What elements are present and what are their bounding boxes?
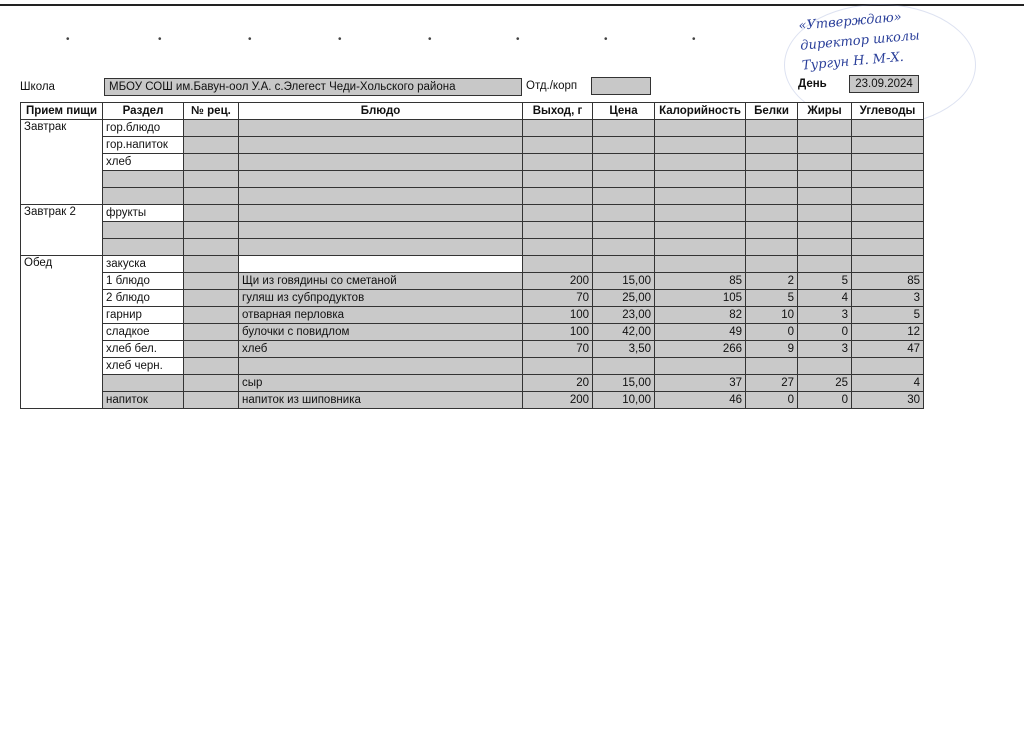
signature-line: Тургун Н. М-Х. xyxy=(801,49,905,74)
price-cell: 23,00 xyxy=(593,307,655,324)
dish-cell: отварная перловка xyxy=(239,307,523,324)
yield-cell: 20 xyxy=(523,375,593,392)
table-row xyxy=(21,154,924,171)
section-cell: хлеб бел. xyxy=(103,341,184,358)
fat-cell: 0 xyxy=(798,392,852,409)
yield-cell xyxy=(523,239,593,256)
yield-cell xyxy=(523,358,593,375)
dish-cell: булочки с повидлом xyxy=(239,324,523,341)
dish-cell: напиток из шиповника xyxy=(239,392,523,409)
protein-cell xyxy=(746,222,798,239)
yield-cell: 100 xyxy=(523,324,593,341)
protein-cell: 9 xyxy=(746,341,798,358)
yield-cell xyxy=(523,222,593,239)
price-cell xyxy=(593,188,655,205)
yield-cell xyxy=(523,154,593,171)
meal-cell: Завтрак 2 xyxy=(21,205,103,256)
section-cell xyxy=(103,239,184,256)
section-cell: напиток xyxy=(103,392,184,409)
calories-cell: 37 xyxy=(655,375,746,392)
carbs-cell: 5 xyxy=(852,307,924,324)
protein-cell xyxy=(746,154,798,171)
table-row xyxy=(21,171,924,188)
col-header-dish: Блюдо xyxy=(239,103,523,120)
protein-cell xyxy=(746,171,798,188)
price-cell xyxy=(593,205,655,222)
recipe-cell xyxy=(184,324,239,341)
protein-cell xyxy=(746,188,798,205)
scan-mark: • xyxy=(604,34,608,45)
price-cell xyxy=(593,256,655,273)
scan-mark: • xyxy=(66,34,70,45)
calories-cell: 46 xyxy=(655,392,746,409)
protein-cell xyxy=(746,358,798,375)
section-cell: гарнир xyxy=(103,307,184,324)
protein-cell xyxy=(746,205,798,222)
table-row xyxy=(21,307,924,324)
price-cell: 10,00 xyxy=(593,392,655,409)
price-cell: 15,00 xyxy=(593,273,655,290)
carbs-cell: 47 xyxy=(852,341,924,358)
price-cell xyxy=(593,137,655,154)
section-cell xyxy=(103,188,184,205)
fat-cell xyxy=(798,358,852,375)
price-cell: 42,00 xyxy=(593,324,655,341)
dish-cell: гуляш из субпродуктов xyxy=(239,290,523,307)
carbs-cell: 85 xyxy=(852,273,924,290)
yield-cell: 200 xyxy=(523,392,593,409)
recipe-cell xyxy=(184,375,239,392)
section-cell: сладкое xyxy=(103,324,184,341)
recipe-cell xyxy=(184,341,239,358)
price-cell xyxy=(593,154,655,171)
calories-cell xyxy=(655,188,746,205)
dish-cell xyxy=(239,154,523,171)
carbs-cell xyxy=(852,205,924,222)
protein-cell: 27 xyxy=(746,375,798,392)
recipe-cell xyxy=(184,358,239,375)
section-cell: гор.блюдо xyxy=(103,120,184,137)
table-row xyxy=(21,358,924,375)
table-row xyxy=(21,120,924,137)
school-label: Школа xyxy=(20,81,55,93)
table-row xyxy=(21,239,924,256)
table-row xyxy=(21,205,924,222)
recipe-cell xyxy=(184,273,239,290)
calories-cell: 49 xyxy=(655,324,746,341)
carbs-cell xyxy=(852,358,924,375)
section-cell xyxy=(103,222,184,239)
fat-cell xyxy=(798,154,852,171)
signature-line: «Утверждаю» xyxy=(797,9,903,34)
section-cell: фрукты xyxy=(103,205,184,222)
protein-cell xyxy=(746,239,798,256)
dish-cell xyxy=(239,358,523,375)
recipe-cell xyxy=(184,307,239,324)
dish-cell xyxy=(239,137,523,154)
recipe-cell xyxy=(184,171,239,188)
scan-marks xyxy=(0,34,780,48)
school-name-field: МБОУ СОШ им.Бавун-оол У.А. с.Элегест Чеди-Хольского района xyxy=(104,78,522,96)
calories-cell xyxy=(655,120,746,137)
calories-cell: 85 xyxy=(655,273,746,290)
section-cell: 2 блюдо xyxy=(103,290,184,307)
calories-cell: 105 xyxy=(655,290,746,307)
fat-cell xyxy=(798,239,852,256)
table-header-row xyxy=(21,103,924,120)
calories-cell xyxy=(655,239,746,256)
yield-cell xyxy=(523,120,593,137)
yield-cell xyxy=(523,137,593,154)
price-cell: 25,00 xyxy=(593,290,655,307)
col-header-section: Раздел xyxy=(103,103,184,120)
col-header-fat: Жиры xyxy=(798,103,852,120)
fat-cell xyxy=(798,256,852,273)
dish-cell xyxy=(239,188,523,205)
recipe-cell xyxy=(184,154,239,171)
dish-cell xyxy=(239,256,523,273)
recipe-cell xyxy=(184,137,239,154)
fat-cell xyxy=(798,120,852,137)
recipe-cell xyxy=(184,256,239,273)
section-cell: хлеб xyxy=(103,154,184,171)
carbs-cell: 12 xyxy=(852,324,924,341)
table-row xyxy=(21,324,924,341)
dish-cell xyxy=(239,205,523,222)
price-cell xyxy=(593,120,655,137)
carbs-cell xyxy=(852,137,924,154)
carbs-cell xyxy=(852,188,924,205)
protein-cell xyxy=(746,256,798,273)
scan-mark: • xyxy=(248,34,252,45)
calories-cell xyxy=(655,358,746,375)
dish-cell xyxy=(239,120,523,137)
price-cell xyxy=(593,358,655,375)
yield-cell: 200 xyxy=(523,273,593,290)
yield-cell: 100 xyxy=(523,307,593,324)
fat-cell: 3 xyxy=(798,341,852,358)
recipe-cell xyxy=(184,239,239,256)
scan-mark: • xyxy=(158,34,162,45)
dish-cell xyxy=(239,171,523,188)
calories-cell xyxy=(655,171,746,188)
price-cell: 3,50 xyxy=(593,341,655,358)
yield-cell: 70 xyxy=(523,341,593,358)
recipe-cell xyxy=(184,205,239,222)
protein-cell xyxy=(746,137,798,154)
col-header-carbs: Углеводы xyxy=(852,103,924,120)
calories-cell xyxy=(655,222,746,239)
table-row xyxy=(21,188,924,205)
section-cell xyxy=(103,171,184,188)
fat-cell: 4 xyxy=(798,290,852,307)
fat-cell: 5 xyxy=(798,273,852,290)
yield-cell xyxy=(523,256,593,273)
meal-cell: Обед xyxy=(21,256,103,409)
protein-cell: 0 xyxy=(746,324,798,341)
price-cell xyxy=(593,222,655,239)
fat-cell xyxy=(798,222,852,239)
protein-cell: 10 xyxy=(746,307,798,324)
yield-cell xyxy=(523,205,593,222)
scan-mark: • xyxy=(338,34,342,45)
price-cell: 15,00 xyxy=(593,375,655,392)
table-row xyxy=(21,222,924,239)
table-row xyxy=(21,392,924,409)
meal-cell: Завтрак xyxy=(21,120,103,205)
calories-cell xyxy=(655,137,746,154)
carbs-cell: 3 xyxy=(852,290,924,307)
date-field: 23.09.2024 xyxy=(849,75,919,93)
dish-cell xyxy=(239,239,523,256)
dish-cell: Щи из говядины со сметаной xyxy=(239,273,523,290)
calories-cell: 266 xyxy=(655,341,746,358)
scan-mark: • xyxy=(516,34,520,45)
carbs-cell: 30 xyxy=(852,392,924,409)
carbs-cell xyxy=(852,154,924,171)
protein-cell: 2 xyxy=(746,273,798,290)
signature-line: директор школы xyxy=(799,28,921,54)
price-cell xyxy=(593,239,655,256)
dept-field xyxy=(591,77,651,95)
table-row xyxy=(21,256,924,273)
section-cell: 1 блюдо xyxy=(103,273,184,290)
fat-cell xyxy=(798,188,852,205)
recipe-cell xyxy=(184,290,239,307)
recipe-cell xyxy=(184,120,239,137)
calories-cell xyxy=(655,205,746,222)
carbs-cell xyxy=(852,239,924,256)
fat-cell xyxy=(798,137,852,154)
recipe-cell xyxy=(184,222,239,239)
recipe-cell xyxy=(184,188,239,205)
protein-cell xyxy=(746,120,798,137)
calories-cell xyxy=(655,256,746,273)
table-row xyxy=(21,137,924,154)
carbs-cell xyxy=(852,222,924,239)
fat-cell xyxy=(798,205,852,222)
carbs-cell xyxy=(852,171,924,188)
col-header-recipe-no: № рец. xyxy=(184,103,239,120)
scan-mark: • xyxy=(428,34,432,45)
scan-mark: • xyxy=(692,34,696,45)
table-row xyxy=(21,375,924,392)
col-header-protein: Белки xyxy=(746,103,798,120)
yield-cell: 70 xyxy=(523,290,593,307)
fat-cell: 0 xyxy=(798,324,852,341)
calories-cell xyxy=(655,154,746,171)
dish-cell: сыр xyxy=(239,375,523,392)
dish-cell: хлеб xyxy=(239,341,523,358)
menu-table xyxy=(20,102,924,409)
dept-label: Отд./корп xyxy=(526,80,578,92)
fat-cell: 25 xyxy=(798,375,852,392)
col-header-yield: Выход, г xyxy=(523,103,593,120)
section-cell: гор.напиток xyxy=(103,137,184,154)
yield-cell xyxy=(523,188,593,205)
table-row xyxy=(21,341,924,358)
col-header-price: Цена xyxy=(593,103,655,120)
carbs-cell xyxy=(852,256,924,273)
dish-cell xyxy=(239,222,523,239)
day-label: День xyxy=(798,78,827,90)
section-cell: закуска xyxy=(103,256,184,273)
recipe-cell xyxy=(184,392,239,409)
section-cell: хлеб черн. xyxy=(103,358,184,375)
yield-cell xyxy=(523,171,593,188)
table-row xyxy=(21,273,924,290)
col-header-meal: Прием пищи xyxy=(21,103,103,120)
fat-cell: 3 xyxy=(798,307,852,324)
table-row xyxy=(21,290,924,307)
carbs-cell: 4 xyxy=(852,375,924,392)
col-header-calories: Калорийность xyxy=(655,103,746,120)
protein-cell: 0 xyxy=(746,392,798,409)
section-cell xyxy=(103,375,184,392)
fat-cell xyxy=(798,171,852,188)
price-cell xyxy=(593,171,655,188)
calories-cell: 82 xyxy=(655,307,746,324)
carbs-cell xyxy=(852,120,924,137)
protein-cell: 5 xyxy=(746,290,798,307)
